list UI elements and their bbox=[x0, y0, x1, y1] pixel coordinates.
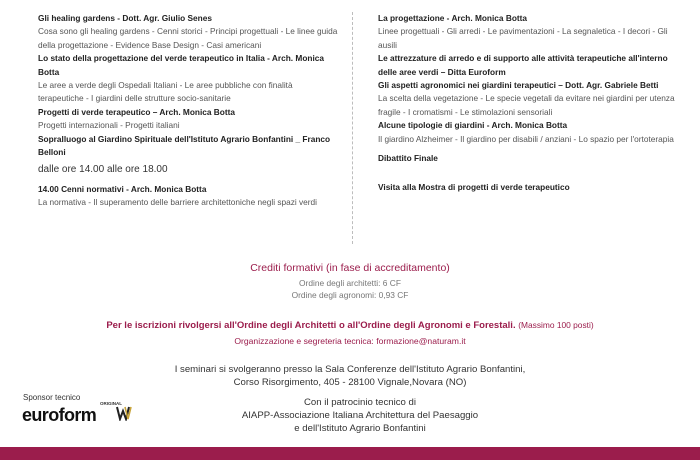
venue-info bbox=[100, 363, 600, 389]
session-title: Dibattito Finale bbox=[378, 153, 438, 164]
session-title: La progettazione - Arch. Monica Botta bbox=[378, 13, 528, 23]
session-text: La normativa - Il superamento delle barriere architettoniche negli spazi verdi bbox=[38, 197, 318, 208]
right-program-column bbox=[378, 12, 678, 195]
session-title: Sopralluogo al Giardino Spirituale dell'Istituto Agrario Bonfantini _ Franco Belloni bbox=[38, 133, 331, 158]
afternoon-time: dalle ore 14.00 alle ore 18.00 bbox=[38, 164, 168, 176]
euroform-logo bbox=[22, 401, 122, 427]
session-title: Visita alla Mostra di progetti di verde terapeutico bbox=[378, 182, 570, 193]
credits-title: Crediti formativi (in fase di accreditamento) bbox=[250, 262, 450, 274]
left-program-column bbox=[38, 12, 338, 210]
session-title: Alcune tipologie di giardini - Arch. Monica Botta bbox=[378, 120, 568, 131]
organization-contact: Organizzazione e segreteria tecnica: formazione@naturam.it bbox=[234, 336, 466, 346]
session-text: Il giardino Alzheimer - Il giardino per disabili / anziani - Lo spazio per l'ortoterapia bbox=[378, 133, 674, 144]
patronage-line-2: AIAPP-Associazione Italiana Architettura del Paesaggio bbox=[241, 410, 479, 421]
registration-note: (Massimo 100 posti) bbox=[518, 320, 594, 330]
credits-agronomists: Ordine degli agronomi: 0,93 CF bbox=[291, 290, 409, 300]
session-title: Lo stato della progettazione del verde terapeutico in Italia - Arch. Monica Botta bbox=[38, 53, 324, 77]
venue-line-2: Corso Risorgimento, 405 - 28100 Vignale,Novara (NO) bbox=[233, 377, 467, 388]
session-text: Cosa sono gli healing gardens - Cenni storici - Principi progettuali - Le linee guida della progettazione - Evidence Base Design - Casi americani bbox=[38, 26, 338, 50]
patronage-line-1: Con il patrocinio tecnico di bbox=[304, 397, 416, 408]
session-text: Progetti internazionali - Progetti italiani bbox=[38, 120, 180, 131]
sponsor-label: Sponsor tecnico bbox=[23, 393, 81, 402]
registration-main: Per le iscrizioni rivolgersi all'Ordine degli Architetti o all'Ordine degli Agronomi e Forestali. bbox=[106, 320, 516, 331]
session-title: Gli aspetti agronomici nei giardini terapeutici – Dott. Agr. Gabriele Betti bbox=[378, 80, 659, 91]
column-divider bbox=[352, 12, 353, 244]
session-text: Linee progettuali - Gli arredi - Le pavimentazioni - La segnaletica - I decori - Gli ausili bbox=[378, 26, 668, 50]
patronage-info bbox=[160, 396, 560, 435]
venue-line-1: I seminari si svolgeranno presso la Sala Conferenze dell'Istituto Agrario Bonfantini, bbox=[174, 364, 526, 375]
credits-architects: Ordine degli architetti: 6 CF bbox=[299, 278, 401, 288]
session-title: 14.00 Cenni normativi - Arch. Monica Botta bbox=[38, 183, 207, 194]
bottom-accent-bar bbox=[0, 447, 700, 460]
session-text: Le aree a verde degli Ospedali Italiani - Le aree pubbliche con finalità terapeutiche - I giardini delle strutture socio-sanitarie bbox=[38, 80, 293, 104]
session-text: La scelta della vegetazione - Le specie vegetali da evitare nei giardini per utenza fragile - I cromatismi - Le stimolazioni sensoriali bbox=[378, 93, 675, 117]
logo-w-mark-icon bbox=[116, 405, 134, 421]
session-title: Gli healing gardens - Dott. Agr. Giulio Senes bbox=[38, 13, 212, 23]
patronage-line-3: e dell'Istituto Agrario Bonfantini bbox=[294, 423, 426, 434]
registration-info bbox=[0, 320, 700, 331]
session-title: Le attrezzature di arredo e di supporto alle attività terapeutiche all'interno delle aree verdi – Ditta Euroform bbox=[378, 53, 668, 77]
session-title: Progetti di verde terapeutico – Arch. Monica Botta bbox=[38, 106, 236, 117]
logo-original-tag: ORIGINAL bbox=[100, 401, 122, 406]
logo-wordmark: euroform bbox=[22, 405, 97, 425]
